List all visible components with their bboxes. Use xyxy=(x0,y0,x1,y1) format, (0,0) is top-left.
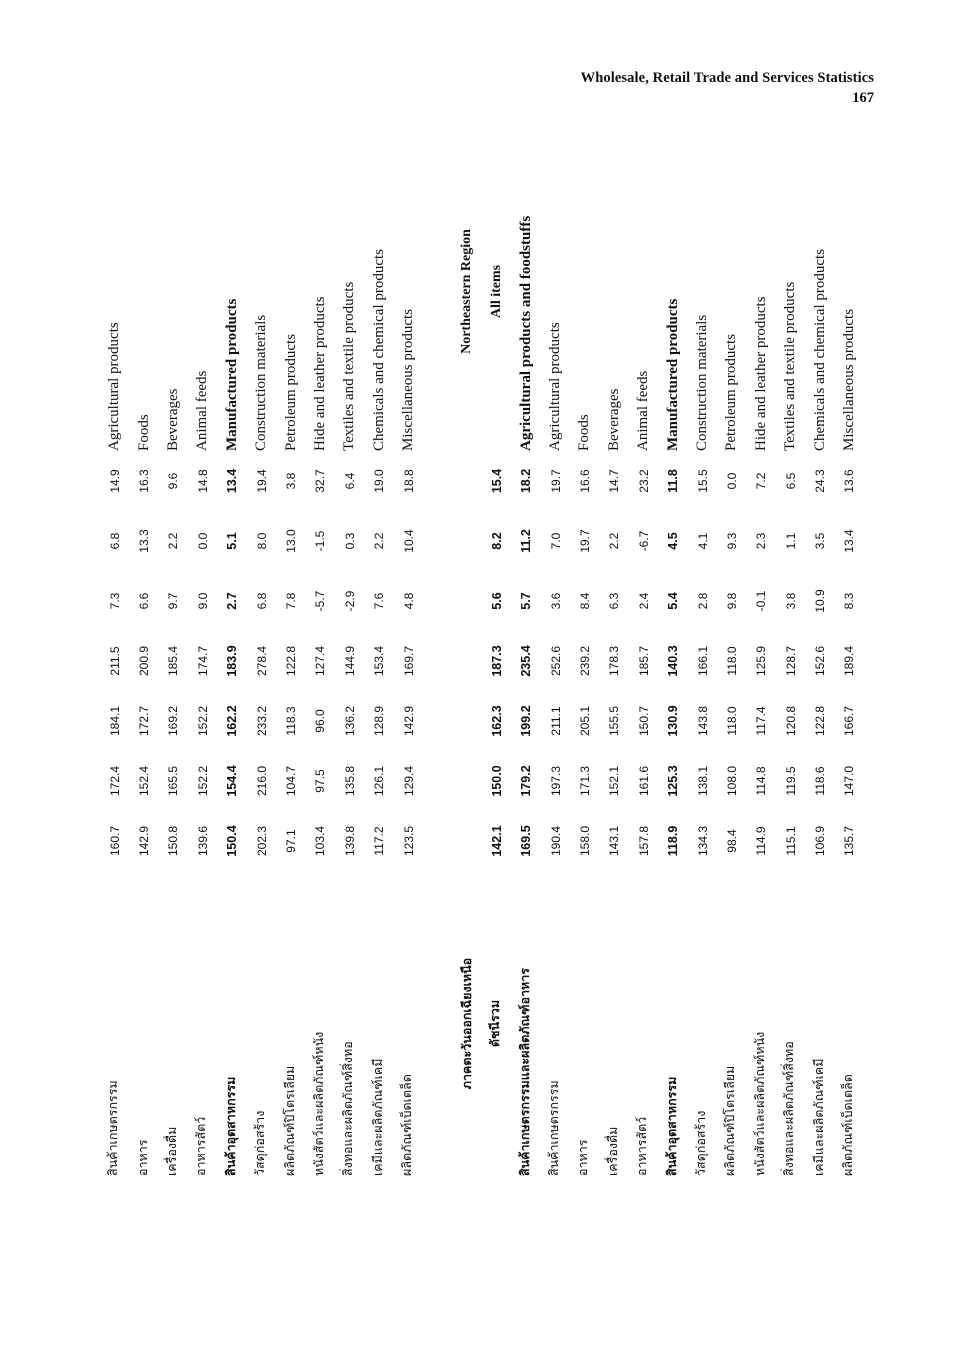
table-row xyxy=(570,132,599,1176)
empty-cell xyxy=(453,631,482,691)
table-row xyxy=(100,132,129,1176)
thai-label: สิ่งทอและผลิตภัณฑ์สิ่งทอ xyxy=(781,1041,797,1176)
thai-label-cell xyxy=(717,871,746,1176)
value-cell: 130.9 xyxy=(666,705,681,737)
value-cell: 143.1 xyxy=(607,825,622,857)
value-cell: 235.4 xyxy=(519,645,534,677)
thai-label-cell xyxy=(629,871,658,1176)
value-cell: 32.7 xyxy=(313,469,328,493)
value-cell: 6.4 xyxy=(342,472,357,490)
value-cell: 16.3 xyxy=(137,469,152,493)
value-cell: 2.7 xyxy=(225,592,240,610)
english-label: Hide and leather products xyxy=(752,296,769,451)
value-cell: 139.8 xyxy=(342,825,357,857)
thai-label: สินค้าเกษตรกรรม xyxy=(546,1080,562,1176)
table-row xyxy=(747,132,776,1176)
value-cell: 152.6 xyxy=(813,645,828,677)
thai-label-cell xyxy=(835,871,864,1176)
value-cell: 147.0 xyxy=(842,765,857,797)
value-cell: 4.5 xyxy=(666,532,681,550)
value-cell: 13.3 xyxy=(137,529,152,553)
value-cell: 96.0 xyxy=(313,709,328,733)
value-cell: 211.5 xyxy=(107,646,122,676)
value-cell: 10.9 xyxy=(813,589,828,613)
english-label: Foods xyxy=(135,414,152,451)
value-cell: 166.7 xyxy=(842,705,857,737)
value-cell: 142.1 xyxy=(489,825,504,857)
table-row xyxy=(629,132,658,1176)
value-cell: 138.1 xyxy=(695,765,710,797)
english-label: Textiles and textile products xyxy=(782,281,799,451)
value-cell: 19.4 xyxy=(254,469,269,493)
value-cell: 165.5 xyxy=(166,765,181,797)
section-heading-english: Northeastern Region xyxy=(459,229,475,354)
table-row xyxy=(600,132,629,1176)
value-cell: 2.2 xyxy=(166,532,181,550)
value-cell: 205.1 xyxy=(577,705,592,737)
value-cell: 14.9 xyxy=(107,469,122,493)
value-cell: -5.7 xyxy=(313,590,328,612)
english-label: Hide and leather products xyxy=(311,296,328,451)
value-cell: 8.0 xyxy=(254,532,269,550)
thai-label-cell xyxy=(511,871,540,1176)
value-cell: 5.7 xyxy=(519,592,534,610)
value-cell: 128.9 xyxy=(372,705,387,737)
value-cell: 8.4 xyxy=(577,592,592,610)
value-cell: 19.7 xyxy=(577,529,592,553)
value-cell: 123.5 xyxy=(401,825,416,857)
value-cell: 9.6 xyxy=(166,472,181,490)
english-label: Construction materials xyxy=(253,314,270,451)
value-cell: 127.4 xyxy=(313,645,328,677)
value-cell: 9.0 xyxy=(195,592,210,610)
value-cell: 2.4 xyxy=(636,592,651,610)
table-row xyxy=(335,132,364,1176)
thai-label-cell xyxy=(159,871,188,1176)
value-cell: 202.3 xyxy=(254,825,269,857)
english-label: Agricultural products xyxy=(106,322,123,451)
value-cell: 172.4 xyxy=(107,765,122,797)
value-cell: -6.7 xyxy=(636,530,651,552)
empty-cell xyxy=(453,811,482,871)
value-cell: 5.4 xyxy=(666,592,681,610)
value-cell: 169.7 xyxy=(401,645,416,677)
table-row xyxy=(306,132,335,1176)
value-cell: 174.7 xyxy=(195,645,210,677)
thai-label-cell xyxy=(688,871,717,1176)
value-cell: 97.1 xyxy=(284,829,299,853)
value-cell: 7.0 xyxy=(548,532,563,550)
value-cell: 108.0 xyxy=(724,765,739,797)
thai-label: อาหารสัตว์ xyxy=(634,1116,650,1176)
empty-cell xyxy=(453,751,482,811)
thai-label: ผลิตภัณฑ์เบ็ดเตล็ด xyxy=(839,1074,855,1176)
value-cell: 115.1 xyxy=(783,826,798,856)
value-cell: 216.0 xyxy=(254,765,269,797)
english-label: Animal feeds xyxy=(635,370,652,451)
value-cell: 211.1 xyxy=(548,706,563,736)
table-row xyxy=(717,132,746,1176)
value-cell: -0.1 xyxy=(754,590,769,612)
value-cell: 142.9 xyxy=(137,825,152,857)
value-cell: 162.2 xyxy=(225,705,240,737)
value-cell: 5.1 xyxy=(225,532,240,550)
english-label: Miscellaneous products xyxy=(400,308,417,451)
value-cell: 142.9 xyxy=(401,705,416,737)
value-cell: 152.2 xyxy=(195,705,210,737)
empty-cell xyxy=(453,511,482,571)
table-row xyxy=(159,132,188,1176)
english-label: Construction materials xyxy=(694,314,710,451)
empty-cell xyxy=(453,451,482,511)
thai-label: เคมีและผลิตภัณฑ์เคมี xyxy=(369,1058,385,1176)
value-cell: -1.5 xyxy=(313,530,328,552)
value-cell: 184.1 xyxy=(107,705,122,737)
thai-label-cell xyxy=(658,871,687,1176)
value-cell: 122.8 xyxy=(284,645,299,677)
thai-label-cell xyxy=(776,871,805,1176)
thai-label-cell xyxy=(306,871,335,1176)
value-cell: 2.2 xyxy=(607,532,622,550)
english-label: All items xyxy=(488,264,504,319)
value-cell: 152.4 xyxy=(137,765,152,797)
value-cell: 150.8 xyxy=(166,825,181,857)
section-heading-thai: ภาคตะวันออกเฉียงเหนือ xyxy=(459,957,475,1090)
value-cell: 183.9 xyxy=(225,645,240,677)
english-label: Miscellaneous products xyxy=(840,308,857,451)
value-cell: 7.8 xyxy=(284,592,299,610)
english-label: Petroleum products xyxy=(282,333,299,451)
value-cell: 117.2 xyxy=(372,826,387,856)
value-cell: 122.8 xyxy=(813,705,828,737)
value-cell: 118.0 xyxy=(724,646,739,676)
thai-label: เคมีและผลิตภัณฑ์เคมี xyxy=(810,1058,826,1176)
thai-label-cell xyxy=(394,871,423,1176)
value-cell: 135.7 xyxy=(842,825,857,857)
value-cell: 10.4 xyxy=(401,529,416,553)
table-row xyxy=(835,132,864,1176)
value-cell: 199.2 xyxy=(519,705,534,737)
value-cell: 152.1 xyxy=(607,765,622,797)
page-header-title: Wholesale, Retail Trade and Services Statistics xyxy=(580,70,874,86)
value-cell: 9.7 xyxy=(166,592,181,610)
thai-label-cell xyxy=(541,871,570,1176)
thai-label-cell xyxy=(100,871,129,1176)
table-row xyxy=(247,132,276,1176)
value-cell: 179.2 xyxy=(519,765,534,797)
table-row xyxy=(188,132,217,1176)
value-cell: 13.4 xyxy=(842,529,857,553)
value-cell: 18.8 xyxy=(401,469,416,493)
value-cell: 16.6 xyxy=(577,469,592,493)
price-index-table xyxy=(100,132,864,1176)
value-cell: 3.6 xyxy=(548,592,563,610)
value-cell: 104.7 xyxy=(284,765,299,797)
value-cell: 150.0 xyxy=(489,765,504,797)
section-heading-row xyxy=(453,132,482,1176)
value-cell: 103.4 xyxy=(313,825,328,857)
value-cell: 14.7 xyxy=(607,469,622,493)
value-cell: 239.2 xyxy=(577,645,592,677)
value-cell: 118.6 xyxy=(813,766,828,796)
empty-cell xyxy=(453,691,482,751)
value-cell: 114.9 xyxy=(754,826,769,856)
value-cell: 19.7 xyxy=(548,469,563,493)
english-label: Agricultural products xyxy=(547,322,564,451)
english-label: Manufactured products xyxy=(664,298,681,451)
thai-label: เครื่องดื่ม xyxy=(163,1126,179,1176)
thai-label: หนังสัตว์และผลิตภัณฑ์หนัง xyxy=(751,1031,767,1176)
value-cell: 118.9 xyxy=(666,825,681,857)
value-cell: 125.3 xyxy=(666,765,681,797)
thai-label-cell xyxy=(805,871,834,1176)
value-cell: 278.4 xyxy=(254,645,269,677)
value-cell: 98.4 xyxy=(724,829,739,853)
table-row xyxy=(541,132,570,1176)
thai-label: สินค้าเกษตรกรรมและผลิตภัณฑ์อาหาร xyxy=(516,968,532,1176)
value-cell: 15.4 xyxy=(489,468,504,494)
value-cell: 185.4 xyxy=(166,645,181,677)
value-cell: 150.4 xyxy=(225,825,240,857)
value-cell: 197.3 xyxy=(548,765,563,797)
english-label: Agricultural products and foodstuffs xyxy=(517,215,534,451)
value-cell: 252.6 xyxy=(548,645,563,677)
value-cell: 13.0 xyxy=(284,529,299,553)
english-label: Petroleum products xyxy=(723,333,740,451)
english-label: Manufactured products xyxy=(223,298,240,451)
value-cell: 2.3 xyxy=(754,532,769,550)
thai-label: ดัชนีรวม xyxy=(487,999,503,1048)
value-cell: 1.1 xyxy=(783,532,798,550)
value-cell: 6.5 xyxy=(783,472,798,490)
value-cell: 5.6 xyxy=(489,592,504,610)
value-cell: 134.3 xyxy=(695,825,710,857)
value-cell: 11.8 xyxy=(666,469,681,493)
thai-label: ผลิตภัณฑ์เบ็ดเตล็ด xyxy=(399,1074,415,1176)
thai-label: เครื่องดื่ม xyxy=(604,1126,620,1176)
value-cell: 119.5 xyxy=(783,766,798,796)
value-cell: 14.8 xyxy=(195,469,210,493)
value-cell: 171.3 xyxy=(577,765,592,797)
value-cell: 120.8 xyxy=(783,705,798,737)
value-cell: 7.6 xyxy=(372,592,387,610)
value-cell: 154.4 xyxy=(225,765,240,797)
thai-label: วัสดุก่อสร้าง xyxy=(252,1110,268,1176)
value-cell: 143.8 xyxy=(695,705,710,737)
thai-label-cell xyxy=(365,871,394,1176)
thai-label-cell xyxy=(335,871,364,1176)
value-cell: 97.5 xyxy=(313,769,328,793)
table-row xyxy=(365,132,394,1176)
rotated-table-container xyxy=(100,132,857,1176)
table-row xyxy=(776,132,805,1176)
thai-label-cell xyxy=(747,871,776,1176)
value-cell: 7.3 xyxy=(107,592,122,610)
value-cell: 125.9 xyxy=(754,645,769,677)
value-cell: 135.8 xyxy=(342,765,357,797)
value-cell: 157.8 xyxy=(636,825,651,857)
thai-label: อาหาร xyxy=(575,1139,591,1176)
value-cell: 3.8 xyxy=(783,592,798,610)
value-cell: 6.6 xyxy=(137,592,152,610)
value-cell: 178.3 xyxy=(607,645,622,677)
value-cell: 169.5 xyxy=(519,825,534,857)
table-row xyxy=(129,132,158,1176)
value-cell: 11.2 xyxy=(519,529,534,553)
value-cell: 136.2 xyxy=(342,705,357,737)
english-label: Beverages xyxy=(605,388,622,451)
thai-label-cell xyxy=(247,871,276,1176)
value-cell: 144.9 xyxy=(342,645,357,677)
value-cell: 118.0 xyxy=(724,706,739,736)
table-body xyxy=(100,132,864,1176)
thai-label-cell xyxy=(570,871,599,1176)
spacer-cell xyxy=(423,132,452,1176)
thai-label: หนังสัตว์และผลิตภัณฑ์หนัง xyxy=(310,1031,326,1176)
thai-label: อาหารสัตว์ xyxy=(193,1116,209,1176)
value-cell: 233.2 xyxy=(254,705,269,737)
value-cell: 23.2 xyxy=(636,469,651,493)
value-cell: 13.4 xyxy=(225,468,240,494)
value-cell: 0.0 xyxy=(195,532,210,550)
value-cell: 0.0 xyxy=(724,472,739,490)
value-cell: 2.2 xyxy=(372,532,387,550)
value-cell: 0.3 xyxy=(342,532,357,550)
value-cell: 7.2 xyxy=(754,472,769,490)
value-cell: 9.8 xyxy=(724,592,739,610)
thai-label: สิ่งทอและผลิตภัณฑ์สิ่งทอ xyxy=(340,1041,356,1176)
thai-label-cell xyxy=(188,871,217,1176)
table-row xyxy=(394,132,423,1176)
value-cell: 158.0 xyxy=(577,825,592,857)
value-cell: 150.7 xyxy=(636,705,651,737)
value-cell: 15.5 xyxy=(695,469,710,493)
value-cell: 106.9 xyxy=(813,825,828,857)
value-cell: 169.2 xyxy=(166,705,181,737)
table-row xyxy=(218,132,247,1176)
english-label: Chemicals and chemical products xyxy=(370,248,387,451)
thai-label: สินค้าอุตสาหกรรม xyxy=(222,1076,238,1176)
value-cell: 139.6 xyxy=(195,825,210,857)
value-cell: 153.4 xyxy=(372,645,387,677)
value-cell: -2.9 xyxy=(342,590,357,612)
value-cell: 166.1 xyxy=(695,645,710,677)
table-spacer xyxy=(423,132,452,1176)
thai-label: สินค้าอุตสาหกรรม xyxy=(663,1076,679,1176)
value-cell: 185.7 xyxy=(636,645,651,677)
value-cell: 2.8 xyxy=(695,592,710,610)
value-cell: 200.9 xyxy=(137,645,152,677)
value-cell: 162.3 xyxy=(489,705,504,737)
thai-label-cell xyxy=(600,871,629,1176)
value-cell: 18.2 xyxy=(519,468,534,494)
english-label: Chemicals and chemical products xyxy=(811,248,828,451)
thai-label: สินค้าเกษตรกรรม xyxy=(105,1080,121,1176)
thai-label-cell xyxy=(129,871,158,1176)
value-cell: 129.4 xyxy=(401,765,416,797)
value-cell: 118.3 xyxy=(284,706,299,736)
table-row xyxy=(511,132,540,1176)
value-cell: 190.4 xyxy=(548,825,563,857)
value-cell: 189.4 xyxy=(842,645,857,677)
value-cell: 161.6 xyxy=(636,765,651,797)
value-cell: 160.7 xyxy=(107,825,122,857)
thai-label-cell xyxy=(482,871,511,1176)
thai-label: ผลิตภัณฑ์ปิโตรเลียม xyxy=(722,1065,738,1176)
value-cell: 13.6 xyxy=(842,469,857,493)
thai-label: วัสดุก่อสร้าง xyxy=(693,1110,708,1176)
english-label: Beverages xyxy=(164,388,181,451)
thai-label: อาหาร xyxy=(134,1139,150,1176)
thai-label-cell xyxy=(276,871,305,1176)
value-cell: 128.7 xyxy=(783,645,798,677)
page-header xyxy=(581,70,874,107)
value-cell: 4.1 xyxy=(695,532,710,550)
value-cell: 117.4 xyxy=(754,706,769,736)
value-cell: 6.8 xyxy=(254,592,269,610)
table-row xyxy=(805,132,834,1176)
value-cell: 152.2 xyxy=(195,765,210,797)
english-label: Animal feeds xyxy=(194,370,211,451)
value-cell: 126.1 xyxy=(372,765,387,797)
value-cell: 9.3 xyxy=(724,532,739,550)
value-cell: 3.5 xyxy=(813,532,828,550)
value-cell: 8.2 xyxy=(489,532,504,550)
value-cell: 3.8 xyxy=(284,472,299,490)
table-row xyxy=(658,132,687,1176)
value-cell: 172.7 xyxy=(137,705,152,737)
value-cell: 8.3 xyxy=(842,592,857,610)
table-row xyxy=(276,132,305,1176)
english-label: Foods xyxy=(576,414,593,451)
value-cell: 140.3 xyxy=(666,645,681,677)
english-label: Textiles and textile products xyxy=(341,281,358,451)
value-cell: 19.0 xyxy=(372,469,387,493)
thai-label: ผลิตภัณฑ์ปิโตรเลียม xyxy=(281,1065,297,1176)
value-cell: 6.8 xyxy=(107,532,122,550)
value-cell: 155.5 xyxy=(607,705,622,737)
value-cell: 4.8 xyxy=(401,592,416,610)
value-cell: 24.3 xyxy=(813,469,828,493)
empty-cell xyxy=(453,571,482,631)
page-number: 167 xyxy=(852,90,874,106)
table-row xyxy=(482,132,511,1176)
table-row xyxy=(688,132,717,1176)
thai-label-cell xyxy=(218,871,247,1176)
value-cell: 114.8 xyxy=(754,766,769,796)
value-cell: 6.3 xyxy=(607,592,622,610)
value-cell: 187.3 xyxy=(489,645,504,677)
